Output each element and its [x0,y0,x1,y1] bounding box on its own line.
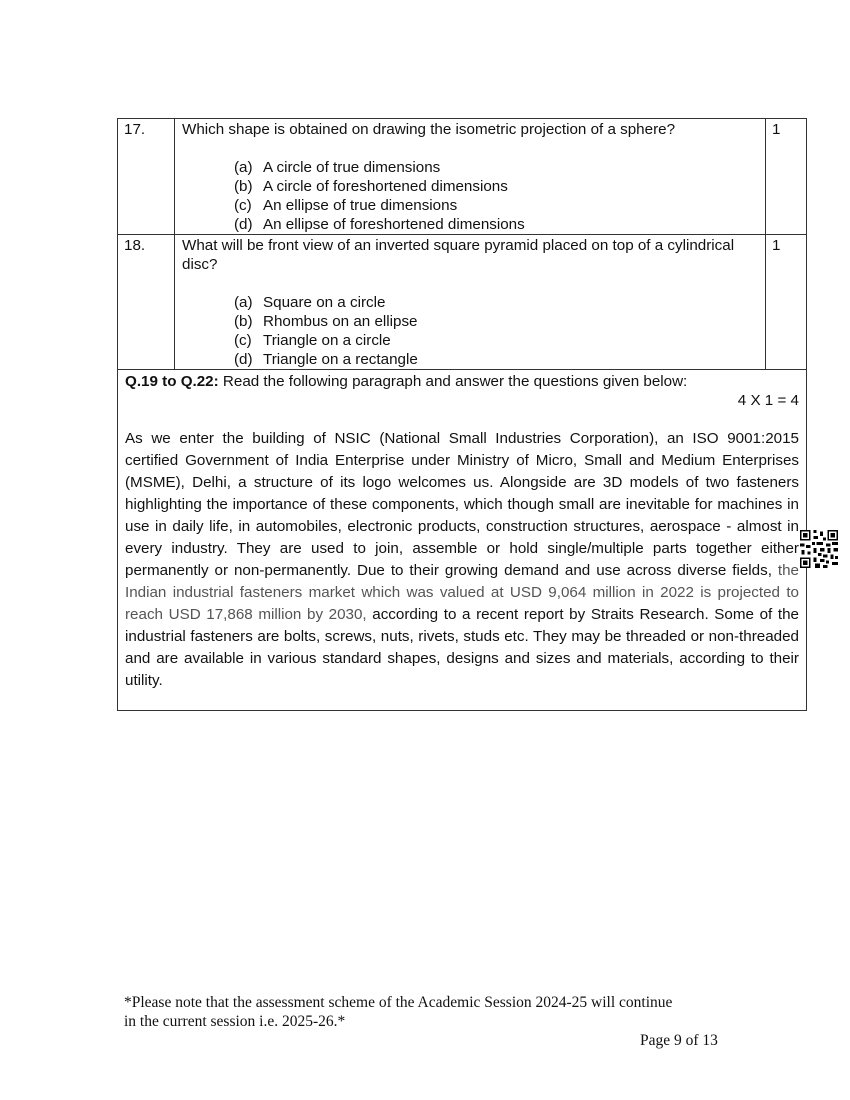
option-text: Square on a circle [263,294,386,311]
option-item [234,177,759,196]
passage-heading [125,372,799,391]
option-text: Triangle on a rectangle [263,351,418,368]
option-label: (d) [234,351,253,368]
option-label: (a) [234,294,253,311]
option-text: An ellipse of true dimensions [263,197,458,214]
option-label: (b) [234,178,253,195]
question-number: 18. [118,235,175,370]
option-text: A circle of foreshortened dimensions [263,178,508,195]
passage-text: As we enter the building of NSIC (National Small Industries Corporation), an ISO 9001:2015 certified Government of India Enterprise under Ministry of Micro, Small and Medium Enterprises (MSME), Delhi, a structure of its logo welcomes us. Alongside are 3D models of two fasteners highlighting the importance of these components, which though small are inevitable for machines in use in daily life, in automobiles, electronic products, construction structures, aerospace - almost in every industry. They are used to join, assemble or hold single/multiple parts together either permanently or non-permanently. Due to their growing demand and use across diverse fields, [125,430,799,579]
option-item [234,158,759,177]
question-text: What will be front view of an inverted square pyramid placed on top of a cylindrical disc? [182,237,735,273]
passage-text: according to a recent report by Straits Research. Some of the industrial fasteners are bolts, screws, nuts, rivets, studs etc. They may be threaded or non-threaded and are available in various standard shapes, designs and sizes and materials, according to their utility. [125,606,799,689]
passage-row [118,370,807,711]
footnote-line: *Please note that the assessment scheme of the Academic Session 2024-25 will continue [124,994,673,1011]
footnote-line: in the current session i.e. 2025-26.* [124,1013,346,1030]
qr-code-icon [800,530,838,568]
question-cell [175,119,766,235]
passage-heading-text: Read the following paragraph and answer the questions given below: [218,373,688,390]
question-cell [175,235,766,370]
options-list [234,293,759,369]
questions-table [117,118,807,711]
option-item [234,293,759,312]
question-row-17 [118,119,807,235]
option-item [234,350,759,369]
option-text: Triangle on a circle [263,332,391,349]
passage-highlight-text: the Indian industrial fasteners market which was valued at USD 9,064 million in 2022 is projected to reach USD 17,868 million by 2030, [125,562,799,623]
option-text: An ellipse of foreshortened dimensions [263,216,525,233]
footnote [124,993,744,1031]
page-number: Page 9 of 13 [640,1032,718,1049]
question-marks: 1 [766,119,807,235]
option-text: A circle of true dimensions [263,159,441,176]
option-label: (d) [234,216,253,233]
question-marks: 1 [766,235,807,370]
options-list [234,158,759,234]
option-item [234,215,759,234]
passage-heading-range: Q.19 to Q.22: [125,373,219,390]
question-row-18 [118,235,807,370]
option-label: (c) [234,197,252,214]
passage-cell [118,370,807,711]
option-item [234,312,759,331]
option-item [234,331,759,350]
option-item [234,196,759,215]
passage-marks: 4 X 1 = 4 [737,392,799,409]
question-text: Which shape is obtained on drawing the isometric projection of a sphere? [182,121,676,138]
option-label: (c) [234,332,252,349]
question-number: 17. [118,119,175,235]
passage-paragraph [125,428,799,692]
option-label: (b) [234,313,253,330]
option-text: Rhombus on an ellipse [263,313,418,330]
option-label: (a) [234,159,253,176]
